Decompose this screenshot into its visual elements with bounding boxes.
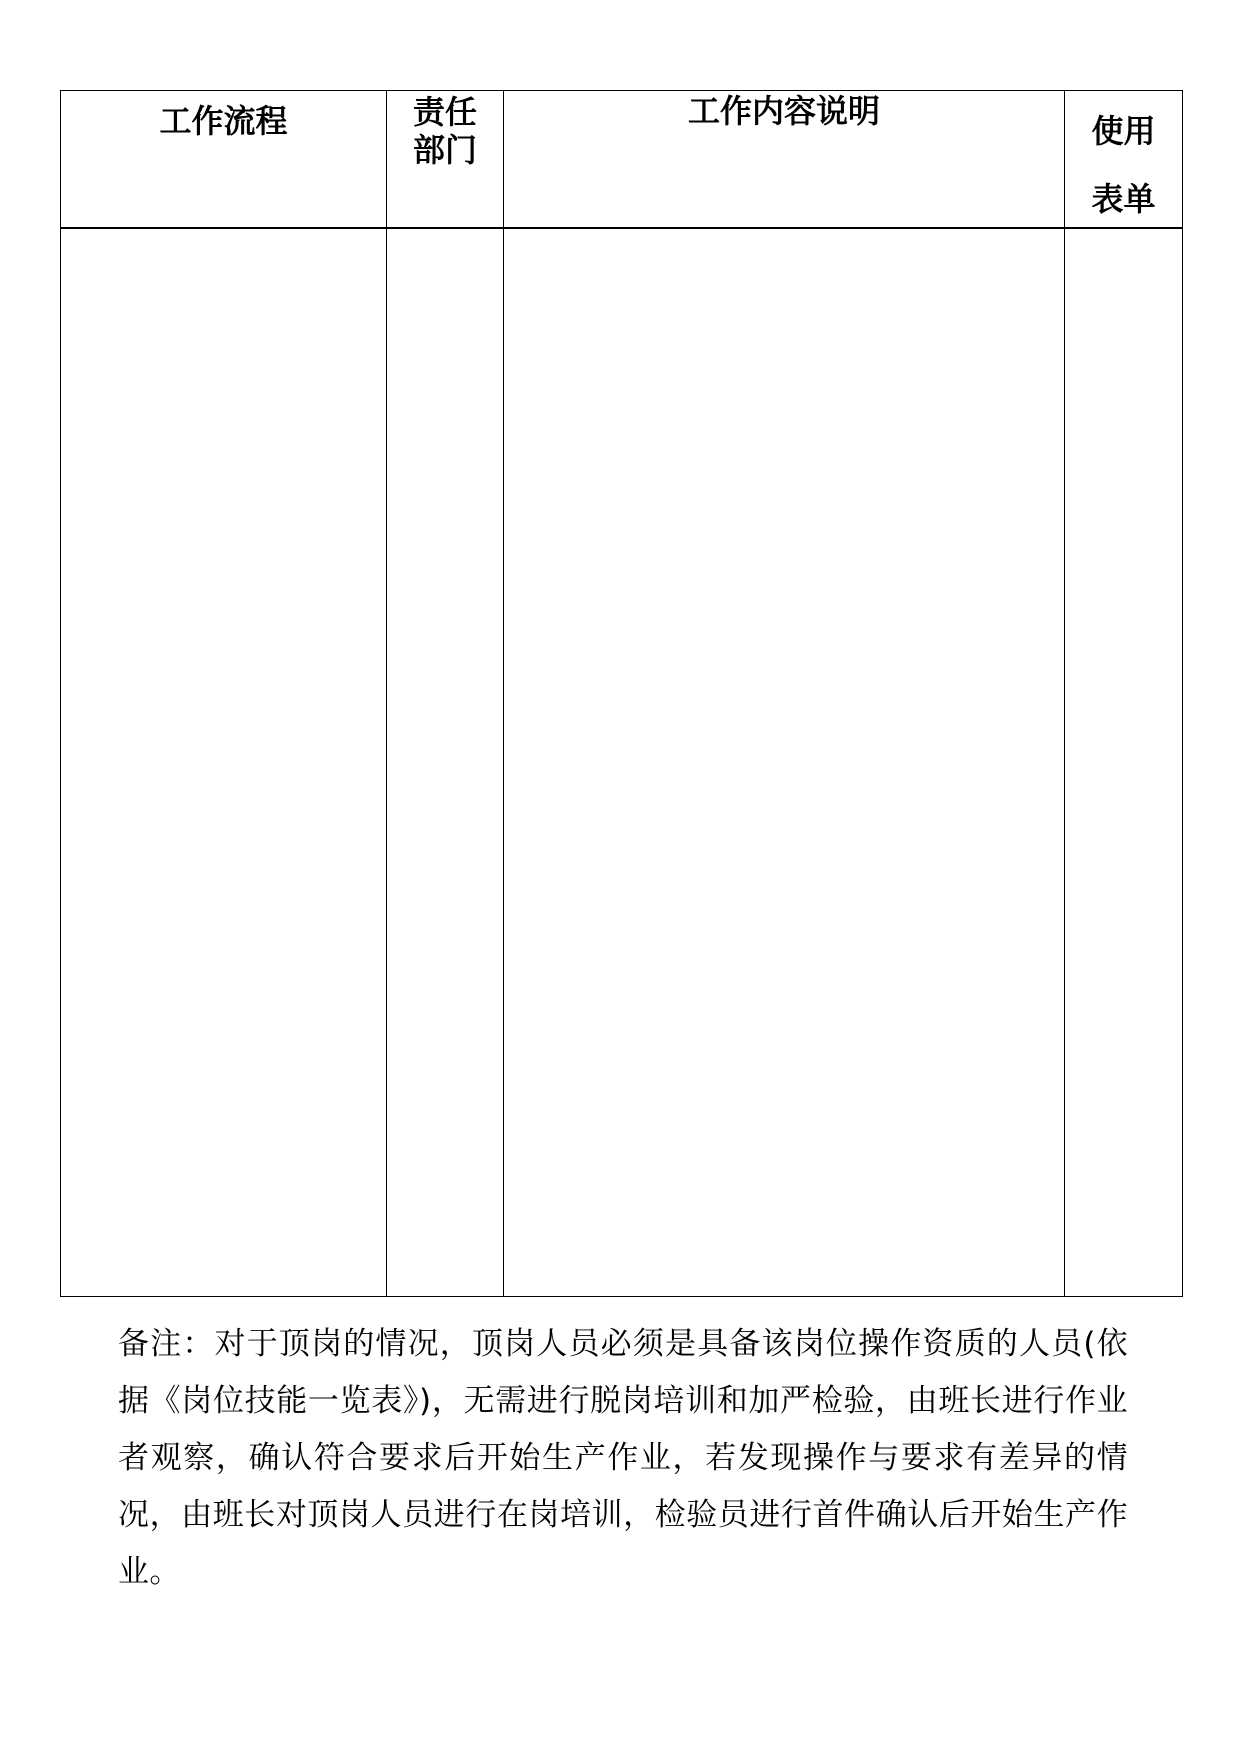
header-work-description-label: 工作内容说明 bbox=[687, 92, 880, 130]
header-responsible-dept-line1: 责任 bbox=[412, 93, 477, 131]
cell-responsible-dept bbox=[387, 228, 504, 1297]
cell-forms-used bbox=[1065, 228, 1183, 1297]
cell-work-flow bbox=[61, 228, 387, 1297]
header-responsible-dept bbox=[387, 91, 504, 229]
table-header-row bbox=[61, 91, 1183, 229]
remarks-paragraph: 备注：对于顶岗的情况，顶岗人员必须是具备该岗位操作资质的人员(依据《岗位技能一览表》)，无需进行脱岗培训和加严检验，由班长进行作业者观察，确认符合要求后开始生产作业，若发现操作与要求有差异的情况，由班长对顶岗人员进行在岗培训，检验员进行首件确认后开始生产作业。 bbox=[118, 1326, 1128, 1590]
work-process-table bbox=[60, 90, 1183, 1297]
table-body-row bbox=[61, 228, 1183, 1297]
header-responsible-dept-line2: 部门 bbox=[412, 131, 477, 169]
header-forms-used bbox=[1065, 91, 1183, 229]
cell-work-description bbox=[504, 228, 1065, 1297]
header-forms-used-line2: 表单 bbox=[1091, 180, 1156, 218]
header-work-flow-label: 工作流程 bbox=[159, 102, 288, 140]
header-work-description bbox=[504, 91, 1065, 229]
header-work-flow bbox=[61, 91, 387, 229]
header-forms-used-line1: 使用 bbox=[1091, 112, 1156, 150]
